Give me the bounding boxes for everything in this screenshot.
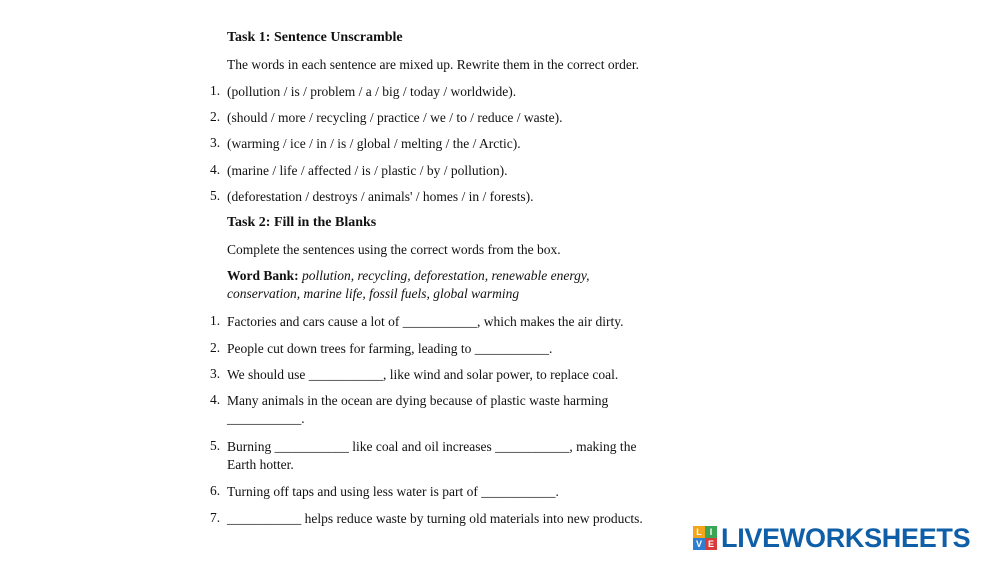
task1-item-number: 2. <box>210 109 221 124</box>
task1-title: Task 1: Sentence Unscramble <box>227 30 403 45</box>
task2-item-text-line1: Burning ___________ like coal and oil increases ___________, making the <box>227 439 637 454</box>
task2-item-text: ___________ helps reduce waste by turning old materials into new products. <box>227 511 643 526</box>
logo-mark-letter: E <box>705 538 717 550</box>
task2-instruction: Complete the sentences using the correct words from the box. <box>227 242 561 257</box>
logo-mark-letter: L <box>693 526 705 538</box>
task2-item-number: 4. <box>210 392 221 407</box>
task2-item-text-line1: Many animals in the ocean are dying because of plastic waste harming <box>227 393 609 408</box>
word-bank-label: Word Bank: <box>227 268 299 283</box>
task2-item-text: We should use ___________, like wind and solar power, to replace coal. <box>227 367 619 382</box>
task1-item-text: (pollution / is / problem / a / big / today / worldwide). <box>227 84 517 99</box>
task1-item-number: 4. <box>210 162 221 177</box>
task1-item-number: 1. <box>210 83 221 98</box>
task2-item-number: 2. <box>210 340 221 355</box>
task2-item-number: 1. <box>210 313 221 328</box>
liveworksheets-logo <box>693 523 970 553</box>
task1-item-number: 3. <box>210 135 221 150</box>
task2-item-number: 5. <box>210 438 221 453</box>
task1-item-text: (deforestation / destroys / animals' / homes / in / forests). <box>227 189 534 204</box>
task1-item-text: (warming / ice / in / is / global / melting / the / Arctic). <box>227 136 521 151</box>
liveworksheets-mark-icon <box>693 526 717 550</box>
task2-item-number: 7. <box>210 510 221 525</box>
task2-item-text: People cut down trees for farming, leading to ___________. <box>227 341 553 356</box>
task2-item-text: Turning off taps and using less water is part of ___________. <box>227 484 559 499</box>
task2-item-number: 3. <box>210 366 221 381</box>
task1-item-number: 5. <box>210 188 221 203</box>
word-bank-words-line2: conservation, marine life, fossil fuels, global warming <box>227 286 520 301</box>
liveworksheets-wordmark: LIVEWORKSHEETS <box>721 522 971 553</box>
task1-item-text: (should / more / recycling / practice / we / to / reduce / waste). <box>227 110 563 125</box>
logo-mark-letter: V <box>693 538 705 550</box>
word-bank <box>227 267 687 303</box>
task2-item-text: Factories and cars cause a lot of ___________, which makes the air dirty. <box>227 314 624 329</box>
task2-item-number: 6. <box>210 483 221 498</box>
task1-instruction: The words in each sentence are mixed up. Rewrite them in the correct order. <box>227 57 639 72</box>
task1-item-text: (marine / life / affected / is / plastic / by / pollution). <box>227 163 508 178</box>
task2-item-text-line2: ___________. <box>227 411 305 426</box>
task2-title: Task 2: Fill in the Blanks <box>227 215 377 230</box>
word-bank-words-line1: pollution, recycling, deforestation, renewable energy, <box>302 268 590 283</box>
task2-item-text-line2: Earth hotter. <box>227 457 294 472</box>
logo-mark-letter: I <box>705 526 717 538</box>
